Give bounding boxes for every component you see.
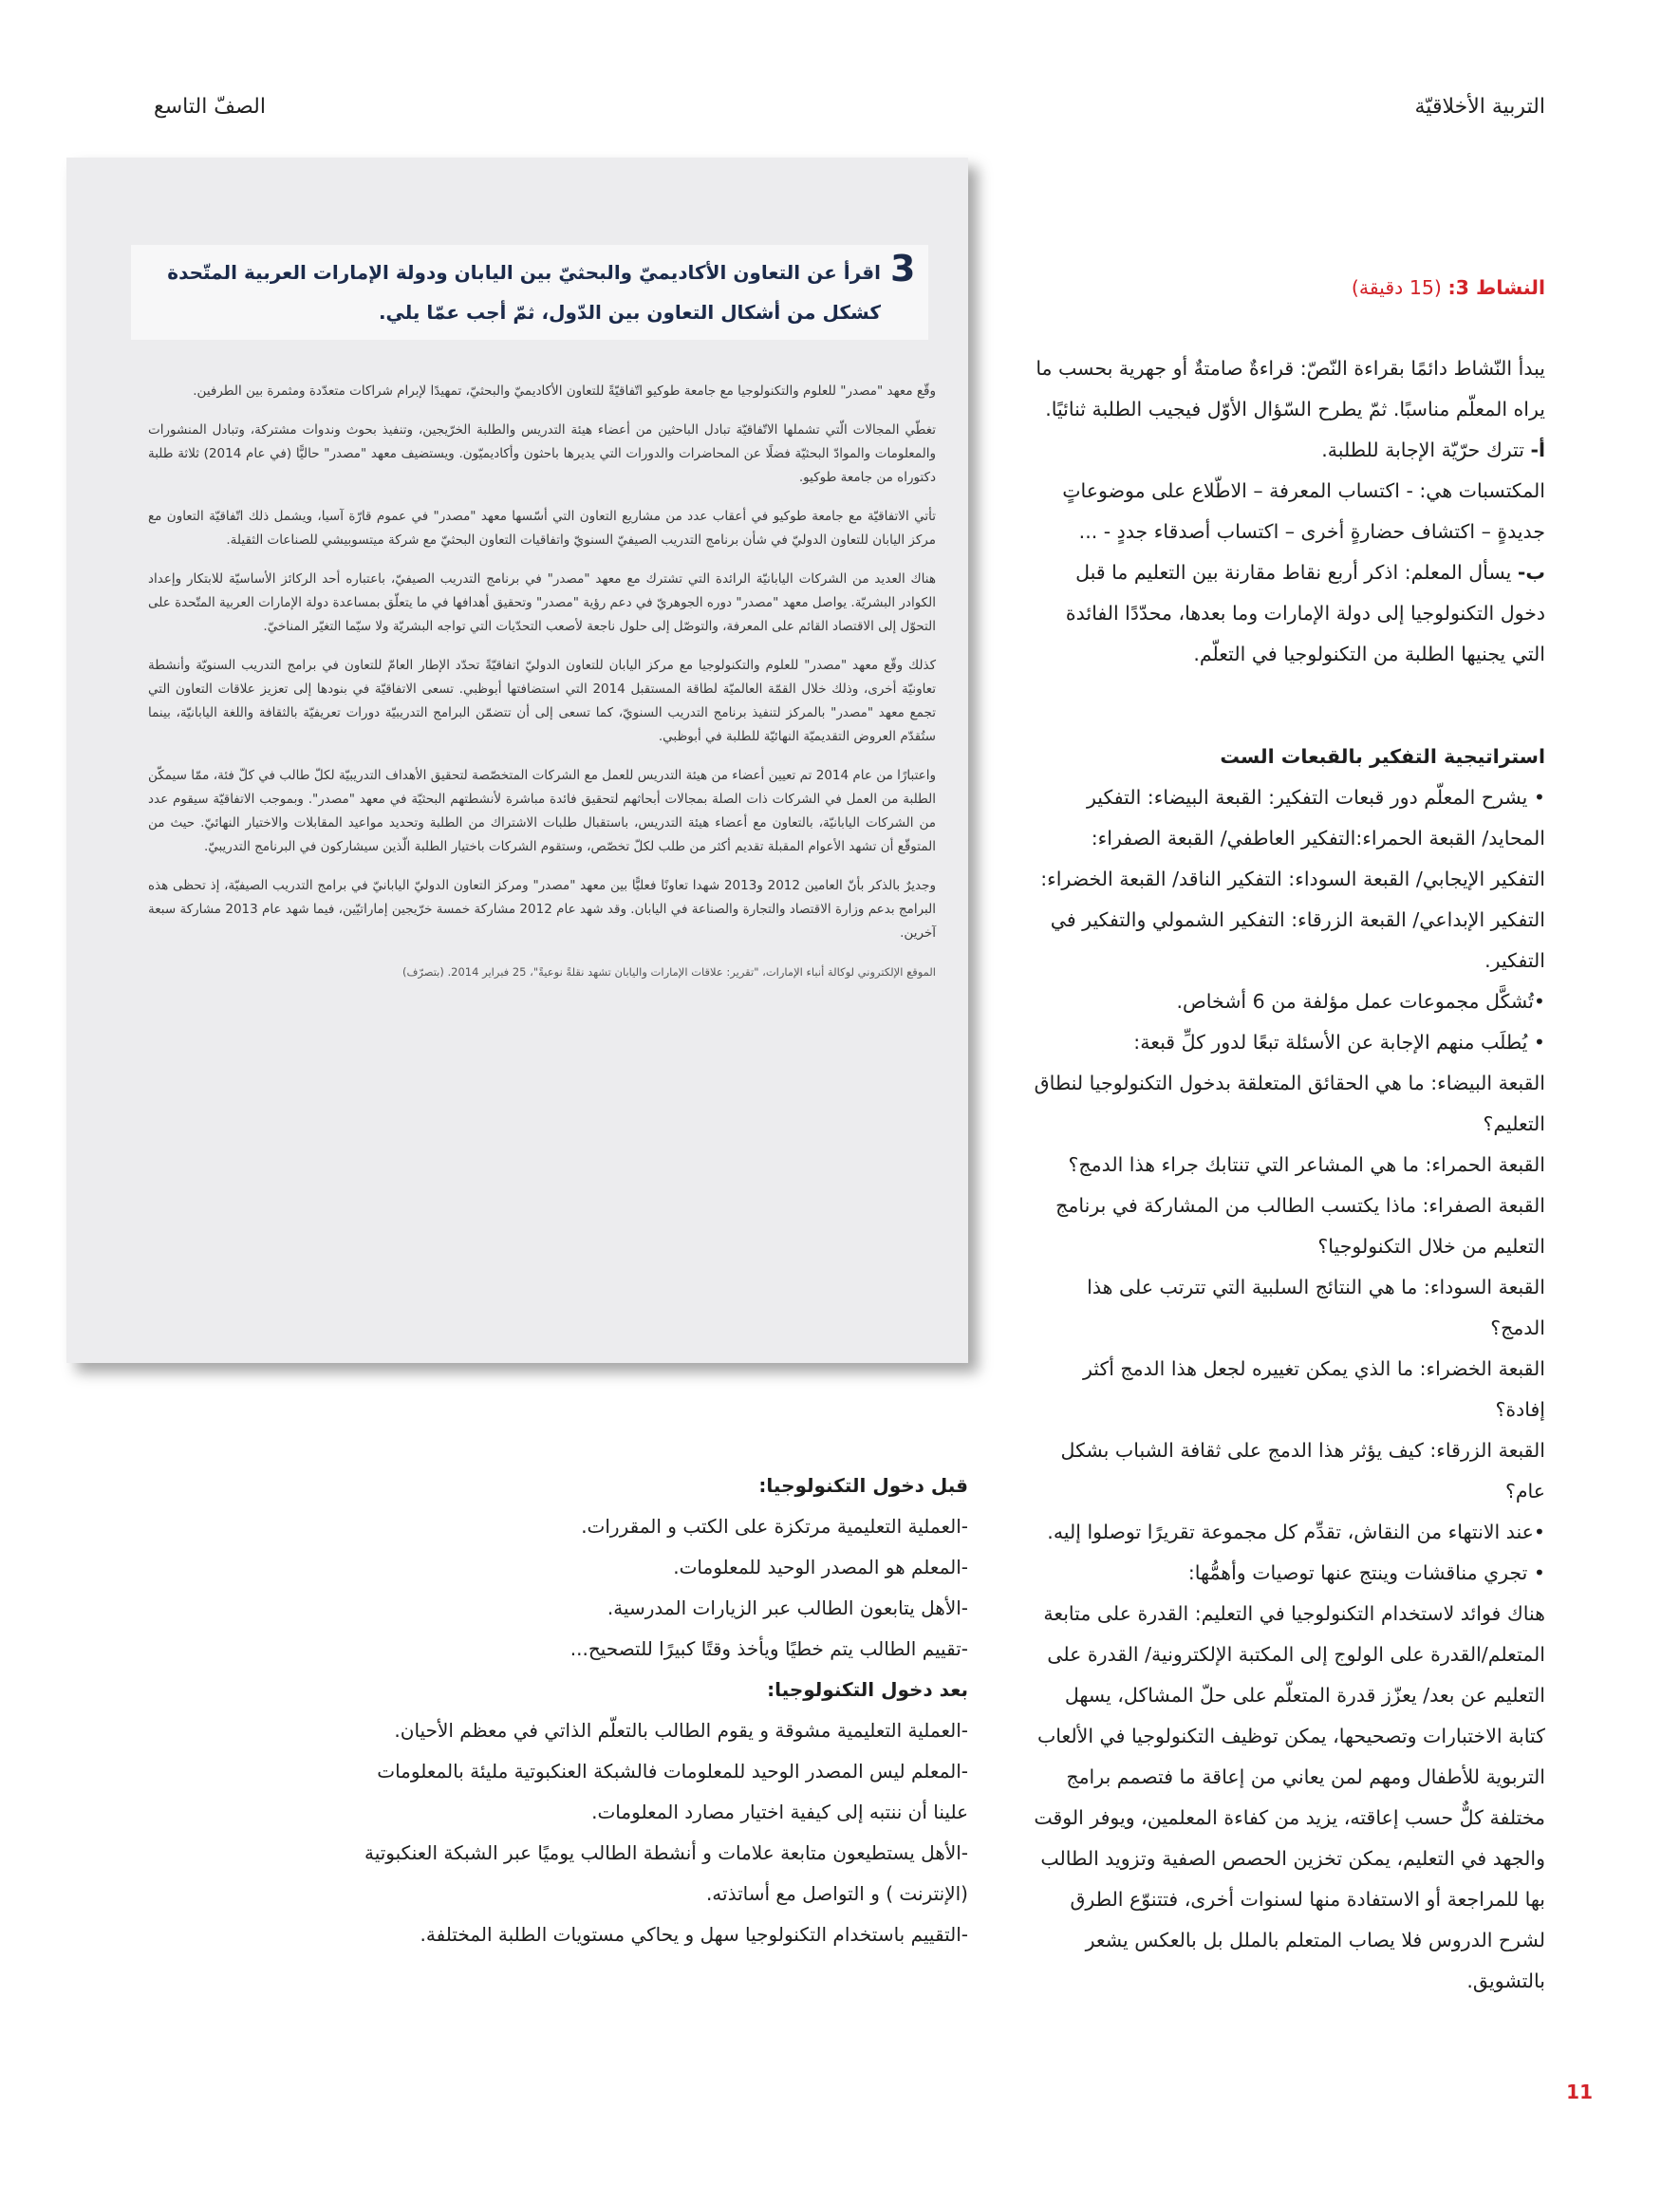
before-item: -تقييم الطالب يتم خطيًا ويأخذ وقتًا كبيرًا للتصحيح...: [569, 1637, 968, 1660]
strategy-line: • تجري مناقشات وينتج عنها توصيات وأهمُّها:: [1187, 1561, 1545, 1584]
after-item: -التقييم باستخدام التكنولوجيا سهل و يحاكي مستويات الطلبة المختلفة.: [420, 1923, 968, 1946]
strategy-line: • يشرح المعلّم دور قبعات التفكير: القبعة البيضاء: التفكير المحايد/ القبعة الحمراء:التفكير العاطفي/ القبعة الصفراء: التفكير الإيجابي/ القبعة السوداء: التفكير الناقد/ القبعة الخضراء: التفكير الإبداعي/ القبعة الزرقاء: التفكير الشمولي والتفكير في التفكير.: [1040, 786, 1545, 972]
comparison-answer: [361, 1466, 968, 1955]
activity-part-b: [1033, 552, 1545, 675]
part-a-label: أ-: [1530, 439, 1545, 461]
passage-paragraph: وجديرٌ بالذكر بأنّ العامين 2012 و2013 شهدا تعاونًا فعليًّا بين معهد "مصدر" ومركز التعاون الدوليّ اليابانيّ في برامج التدريب الصيفيّة، إذ تحظى هذه البرامج بدعم وزارة الاقتصاد والتجارة والصناعة في اليابان. وقد شهد عام 2012 مشاركة خمسة خرّيجين إماراتيّين، فيما شهد عام 2013 مشاركة سبعة آخرين.: [148, 878, 937, 941]
black-hat-question: القبعة السوداء: ما هي النتائج السلبية التي تترتب على هذا الدمج؟: [1087, 1276, 1545, 1339]
passage-paragraph: واعتبارًا من عام 2014 تم تعيين أعضاء من هيئة التدريس للعمل مع الشركات المتخصّصة لتحقيق الأهداف التدريبيّة لكلّ طالب في كلّ فئة، ممّا سيمكّن الطلبة من العمل في الشركات ذات الصلة بمجالات أبحاثهم لتحقيق فائدة مباشرة لأنشطتهم البحثيّة في معهد "مصدر". وبموجب الاتفاقيّة سيقوم عدد من الشركات اليابانيّة، بالتعاون مع أعضاء هيئة التدريس، باستقبال طلبات الاشتراك من الطلبة وتحديد مواعيد المقابلات والاختيار النهائيّ. حيث من المتوقّع أن تشهد الأعوام المقبلة تقديم أكثر من طلب لكلّ تخصّص، وستقوم الشركات باختيار الطلبة الّذين سيشاركون في البرنامج التدريبيّ.: [148, 768, 937, 854]
after-item: -الأهل يستطيعون متابعة علامات و أنشطة الطالب يوميًا عبر الشبكة العنكبوتية (الإنترنت ) و التواصل مع أساتذته.: [364, 1841, 968, 1905]
passage-paragraph: تأتي الاتفاقيّة مع جامعة طوكيو في أعقاب عدد من مشاريع التعاون التي أسّسها معهد "مصدر" في عموم قارّة آسيا، ويشمل ذلك اتّفاقيّة التعاون مع مركز اليابان للتعاون الدوليّ في شأن برنامج التدريب الصيفيّ السنويّ واتفاقيات التعاون البحثيّ مع شركة ميتسوبيشي للصناعات الثقيلة.: [148, 509, 936, 548]
activity-title: النشاط 3:: [1447, 276, 1545, 299]
question-number: 3: [890, 248, 916, 289]
activity-intro: يبدأ النّشاط دائمًا بقراءة النّصّ: قراءةٌ صامتةٌ أو جهرية بحسب ما يراه المعلّم مناسبًا. ثمّ يطرح السّؤال الأوّل فيجيب الطلبة ثنائيًا.: [1036, 357, 1545, 420]
part-a-text: تترك حرّيّة الإجابة للطلبة.: [1321, 439, 1531, 461]
activity-section: [1033, 268, 1545, 675]
activity-heading: [1033, 268, 1545, 308]
strategy-line: •تُشكَّل مجموعات عمل مؤلفة من 6 أشخاص.: [1176, 990, 1545, 1013]
recommendations-text: هناك فوائد لاستخدام التكنولوجيا في التعليم: القدرة على متابعة المتعلم/القدرة على الولوج إلى المكتبة الإلكترونية/ القدرة على التعليم عن بعد/ يعزّز قدرة المتعلّم على حلّ المشاكل، يسهل كتابة الاختبارات وتصحيحها، يمكن توظيف التكنولوجيا في الألعاب التربوية للأطفال ومهم لمن يعاني من إعاقة ما فتصمم برامج مختلفة كلٌّ حسب إعاقته، يزيد من كفاءة المعلمين، ويوفر الوقت والجهد في التعليم، يمكن تخزين الحصص الصفية وتزويد الطالب بها للمراجعة أو الاستفادة منها لسنوات أخرى، فتتنوّع الطرق لشرح الدروس فلا يصاب المتعلم بالملل بل بالعكس يشعر بالتشويق.: [1034, 1602, 1545, 1992]
strategy-line: • يُطلَب منهم الإجابة عن الأسئلة تبعًا لدور كلِّ قبعة:: [1133, 1031, 1545, 1054]
passage-paragraph: وقّع معهد "مصدر" للعلوم والتكنولوجيا مع جامعة طوكيو اتّفاقيّةً للتعاون الأكاديميّ والبحثيّ، تمهيدًا لإبرام شراكات متعدّدة ومثمرة بين الطرفين.: [193, 383, 936, 399]
before-item: -الأهل يتابعون الطالب عبر الزيارات المدرسية.: [607, 1596, 968, 1619]
before-item: -المعلم هو المصدر الوحيد للمعلومات.: [673, 1556, 968, 1578]
strategy-title: استراتيجية التفكير بالقبعات الست: [1220, 745, 1545, 768]
question-text: اقرأ عن التعاون الأكاديميّ والبحثيّ بين اليابان ودولة الإمارات العربية المتّحدة كشكل من أشكال التعاون بين الدّول، ثمّ أجب عمّا يلي.: [167, 261, 881, 324]
reading-passage: [148, 380, 936, 999]
white-hat-question: القبعة البيضاء: ما هي الحقائق المتعلقة بدخول التكنولوجيا لنطاق التعليم؟: [1034, 1072, 1545, 1135]
yellow-hat-question: القبعة الصفراء: ماذا يكتسب الطالب من المشاركة في برنامج التعليم من خلال التكنولوجيا؟: [1055, 1194, 1545, 1258]
grade-title: الصفّ التاسع: [154, 95, 266, 119]
part-b-text: يسأل المعلم: اذكر أربع نقاط مقارنة بين التعليم ما قبل دخول التكنولوجيا إلى دولة الإمارات وما بعدها، محدّدًا الفائدة التي يجنيها الطلبة من التكنولوجيا في التعلّم.: [1065, 561, 1545, 665]
passage-paragraph: تغطّي المجالات الّتي تشملها الاتّفاقيّة تبادل الباحثين من أعضاء هيئة التدريس والطلبة الخرّيجين، وتنفيذ بحوث وندوات مشتركة، وتبادل المنشورات والمعلومات والموادّ البحثيّة فضلًا عن المحاضرات والدورات التي يديرها باحثون وأكاديميّون. ويستضيف معهد "مصدر" حاليًّا (في عام 2014) ثلاثة طلبة دكتوراه من جامعة طوكيو.: [148, 422, 937, 485]
green-hat-question: القبعة الخضراء: ما الذي يمكن تغييره لجعل هذا الدمج أكثر إفادة؟: [1082, 1357, 1545, 1421]
strategy-section: [1033, 737, 1545, 2002]
strategy-line: •عند الانتهاء من النقاش، تقدِّم كل مجموعة تقريرًا توصلوا إليه.: [1047, 1521, 1545, 1543]
before-item: -العملية التعليمية مرتكزة على الكتب و المقررات.: [581, 1515, 968, 1538]
passage-source: الموقع الإلكتروني لوكالة أنباء الإمارات، "تقرير: علاقات الإمارات واليابان تشهد نقلةً نوعيةً"، 25 فبراير 2014. (بتصرّف): [401, 965, 936, 979]
after-item: -العملية التعليمية مشوقة و يقوم الطالب بالتعلّم الذاتي في معظم الأحيان.: [394, 1719, 968, 1742]
page-number: 11: [1566, 2081, 1593, 2103]
before-title: قبل دخول التكنولوجيا:: [758, 1474, 968, 1497]
activity-duration: (15 دقيقة): [1351, 276, 1442, 299]
activity-part-a: [1033, 430, 1545, 471]
subject-title: التربية الأخلاقيّة: [1414, 95, 1545, 119]
activity-gains: المكتسبات هي: - اكتساب المعرفة – الاطّلاع على موضوعاتٍ جديدةٍ – اكتشاف حضارةٍ أخرى – اكتساب أصدقاء جددٍ - ...: [1062, 479, 1545, 543]
after-title: بعد دخول التكنولوجيا:: [767, 1678, 968, 1701]
passage-paragraph: هناك العديد من الشركات اليابانيّة الرائدة التي تشترك مع معهد "مصدر" في برنامج التدريب الصيفيّ، باعتباره أحد الركائز الأساسيّة للابتكار وإعداد الكوادر البشريّة. يواصل معهد "مصدر" دوره الجوهريّ في دعم رؤية "مصدر" وتحقيق أهدافها في ما يتعلّق بمساعدة دولة الإمارات العربية المتّحدة على التحوّل إلى الاقتصاد القائم على المعرفة، والتوصّل إلى حلول ناجعة لأصعب التحدّيات التي تواجه البشريّة ولا سيّما التغيّر المناخيّ.: [148, 571, 936, 634]
blue-hat-question: القبعة الزرقاء: كيف يؤثر هذا الدمج على ثقافة الشباب بشكل عام؟: [1060, 1439, 1545, 1503]
passage-paragraph: كذلك وقّع معهد "مصدر" للعلوم والتكنولوجيا مع مركز اليابان للتعاون الدوليّ اتفاقيّةً تحدّد الإطار العامّ للتعاون في برامج التدريب السنويّة وأنشطة تعاونيّة أخرى، وذلك خلال القمّة العالميّة لطاقة المستقبل 2014 التي استضافتها أبوظبي. تسعى الاتفاقيّة في بنودها إلى تعزيز علاقات التعاون التي تجمع معهد "مصدر" بالمركز لتنفيذ برنامج التدريب السنويّ، كما تسعى إلى أن تتضمّن البرامج التدريبيّة دورات تعريفيّة بالثقافة واللغة اليابانيّة، بينما ستُقدّم العروض التقديميّة النهائيّة للطلبة في أبوظبي.: [148, 658, 936, 744]
after-item: -المعلم ليس المصدر الوحيد للمعلومات فالشبكة العنكبوتية مليئة بالمعلومات علينا أن ننتبه إلى كيفية اختيار مصارد المعلومات.: [377, 1760, 968, 1823]
red-hat-question: القبعة الحمراء: ما هي المشاعر التي تنتابك جراء هذا الدمج؟: [1068, 1153, 1545, 1176]
part-b-label: ب-: [1517, 561, 1545, 584]
